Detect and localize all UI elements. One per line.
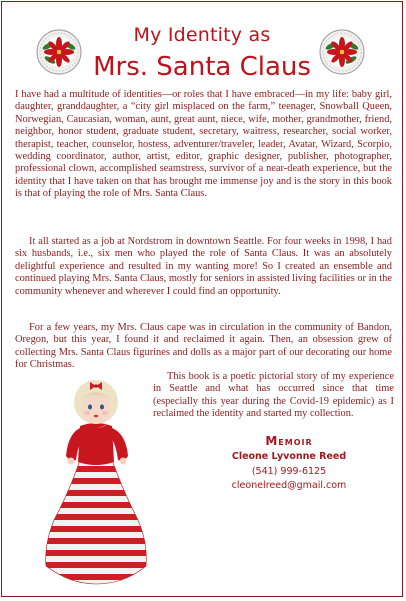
author-phone: (541) 999-6125 [251, 466, 327, 477]
genre-label: Memoir [265, 434, 313, 448]
paragraph-book-summary: This book is a poetic pictorial story of my experience in Seattle and what has occurred since that time (especially this year during the Covid-19 epidemic) as I reclaimed the identity and started my collection. [153, 371, 394, 420]
title-line-1: My Identity as [133, 24, 271, 46]
crocheted-doll-image [40, 370, 150, 594]
title-line-2: Mrs. Santa Claus [93, 52, 311, 82]
paragraph-identities: I have had a multitude of identities—or roles that I have embraced—in my life: baby girl, daughter, granddaughter, a “city girl misplaced on the farm,” teenager, Snowball Queen, Norwegian, Caucasian, woman, aunt, great aunt, niece, wife, mother, grandmother, friend, neighbor, honor student, graduate student, secretary, waitress, researcher, social worker, therapist, teacher, counselor, hostess, adventurer/traveler, leader, Avatar, Wizard, Scorpio, wedding coordinator, author, artist, editor, graphic designer, publisher, photographer, professional clown, accomplished seamstress, survivor of a near-death experience, but the identity that I have taken on that has brought me immense joy and is the story in this book is that of playing the role of Mrs. Santa Claus. [15, 89, 392, 200]
book-back-cover [1, 1, 403, 597]
author-name: Cleone Lyvonne Reed [231, 451, 347, 462]
paragraph-bandon: For a few years, my Mrs. Claus cape was in circulation in the community of Bandon, Oregon, but this year, I found it and reclaimed it again. Then, an obsession grew of collecting Mrs. Santa Claus figurines and dolls as a major part of our decorating our home for Christmas. [15, 322, 392, 371]
author-email: cleonelreed@gmail.com [231, 480, 347, 491]
paragraph-nordstrom: It all started as a job at Nordstrom in downtown Seattle. For four weeks in 1998, I had six husbands, i.e., six men who played the role of Santa Claus. It was an absolutely delightful experience and resulted in my wanting more! So I created an ensemble and continued playing Mrs. Santa Claus, mostly for seniors in assisted living facilities or in the community whenever and wherever I could find an opportunity. [15, 236, 392, 297]
